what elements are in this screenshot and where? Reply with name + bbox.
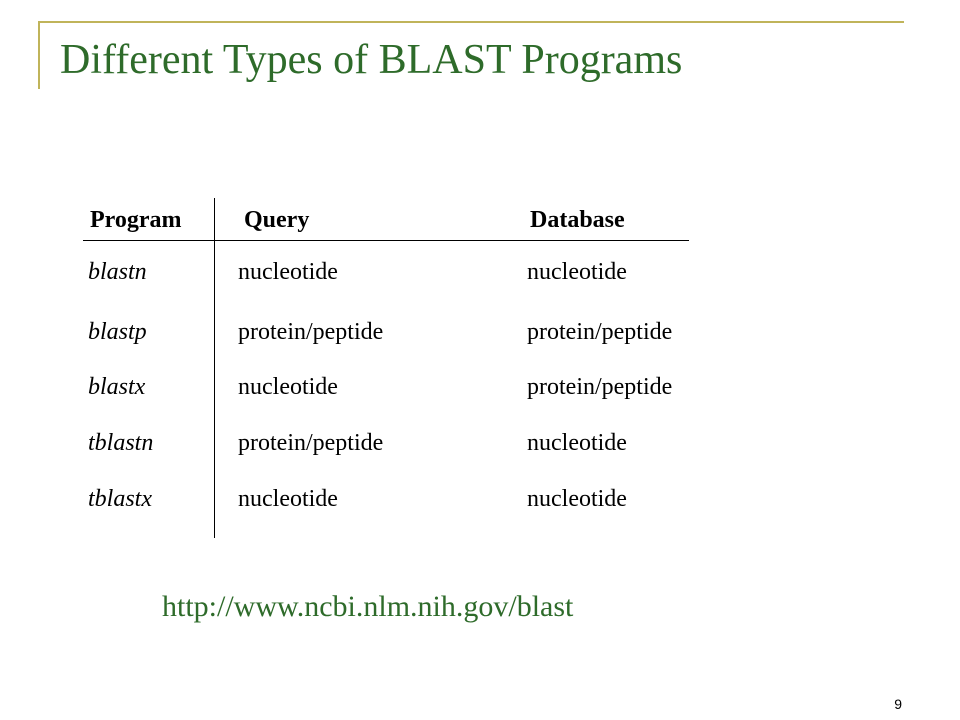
page-number: 9 (894, 696, 902, 712)
row-program: blastx (88, 374, 146, 400)
row-query: nucleotide (238, 486, 338, 512)
row-query: protein/peptide (238, 430, 384, 456)
row-database: nucleotide (527, 259, 627, 285)
header-query: Query (244, 207, 310, 233)
header-program: Program (90, 207, 182, 233)
row-query: protein/peptide (238, 319, 384, 345)
row-database: nucleotide (527, 486, 627, 512)
blast-url-link[interactable]: http://www.ncbi.nlm.nih.gov/blast (162, 590, 574, 623)
row-program: blastn (88, 259, 147, 285)
column-divider (214, 198, 215, 538)
header-divider (83, 240, 689, 241)
row-database: nucleotide (527, 430, 627, 456)
row-query: nucleotide (238, 374, 338, 400)
slide-title: Different Types of BLAST Programs (60, 37, 683, 83)
header-database: Database (530, 207, 625, 233)
row-query: nucleotide (238, 259, 338, 285)
row-program: tblastx (88, 486, 152, 512)
row-database: protein/peptide (527, 319, 673, 345)
row-program: tblastn (88, 430, 154, 456)
row-database: protein/peptide (527, 374, 673, 400)
row-program: blastp (88, 319, 147, 345)
